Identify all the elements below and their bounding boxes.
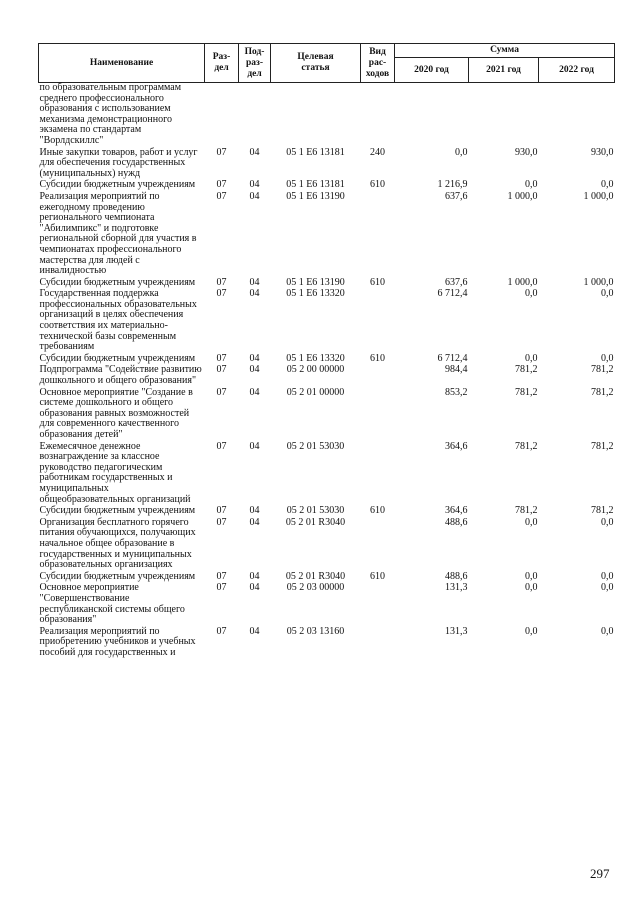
cell-y2020: 637,6 (445, 276, 468, 288)
cell-y2020: 1 216,9 (437, 179, 468, 191)
cell-podrazdel: 04 (249, 386, 260, 398)
cell-name: по образовательным программам среднего профессионального образования с использованием механизма демонстрационного экзамена по стандартам "Ворлдскиллс" (39, 82, 182, 146)
cell-y2021: 0,0 (525, 352, 538, 364)
cell-y2020: 488,6 (445, 516, 468, 528)
cell-name: Реализация мероприятий по ежегодному проведению регионального чемпионата "Абилимпикс" и подготовке региональной сборной для участия в чемпионатах профессионального мастерства для людей с инвалидностью (39, 190, 197, 277)
table-row (39, 365, 615, 387)
cell-y2020 (395, 83, 469, 148)
cell-y2022: 1 000,0 (583, 276, 614, 288)
cell-y2022: 781,2 (591, 364, 614, 376)
cell-target: 05 2 01 00000 (286, 386, 345, 398)
table-row (39, 388, 615, 442)
cell-name: Основное мероприятие "Совершенствование республиканской системы общего образования" (39, 582, 185, 626)
cell-razdel: 07 (216, 364, 227, 376)
cell-target: 05 1 E6 13190 (286, 190, 345, 202)
cell-y2021: 781,2 (515, 505, 538, 517)
cell-y2021: 0,0 (525, 179, 538, 191)
cell-podrazdel: 04 (249, 570, 260, 582)
cell-y2022: 1 000,0 (583, 190, 614, 202)
cell-y2021: 781,2 (515, 364, 538, 376)
cell-podrazdel: 04 (249, 288, 260, 300)
cell-razdel: 07 (216, 179, 227, 191)
cell-y2020: 131,3 (445, 625, 468, 637)
table-row (39, 289, 615, 354)
cell-name: Иные закупки товаров, работ и услуг для обеспечения государственных (муниципальных) нужд (39, 146, 198, 179)
cell-y2020: 6 712,4 (437, 352, 468, 364)
cell-y2022: 781,2 (591, 386, 614, 398)
cell-vid (361, 192, 395, 278)
cell-podrazdel: 04 (249, 364, 260, 376)
cell-podrazdel: 04 (249, 146, 260, 158)
cell-razdel (205, 83, 239, 148)
cell-target: 05 1 E6 13181 (286, 179, 345, 191)
cell-y2020: 637,6 (445, 190, 468, 202)
cell-y2022: 781,2 (591, 505, 614, 517)
cell-y2020: 853,2 (445, 386, 468, 398)
cell-target: 05 2 03 00000 (286, 582, 345, 594)
cell-y2021: 1 000,0 (507, 276, 538, 288)
cell-y2022: 0,0 (601, 516, 614, 528)
cell-vid (361, 289, 395, 354)
header-vid: Вид рас- ходов (361, 44, 395, 83)
cell-y2020: 364,6 (445, 505, 468, 517)
cell-target: 05 2 01 53030 (286, 505, 345, 517)
cell-y2022: 0,0 (601, 288, 614, 300)
cell-target: 05 1 E6 13181 (286, 146, 345, 158)
cell-razdel: 07 (216, 386, 227, 398)
header-2020: 2020 год (395, 58, 469, 83)
page-number: 297 (590, 866, 610, 881)
cell-razdel: 07 (216, 505, 227, 517)
cell-y2020: 984,4 (445, 364, 468, 376)
cell-vid: 240 (370, 146, 385, 158)
cell-vid (361, 365, 395, 387)
cell-vid: 610 (370, 570, 385, 582)
cell-y2022: 0,0 (601, 625, 614, 637)
table-row (39, 627, 615, 660)
header-name: Наименование (39, 44, 205, 83)
cell-target: 05 2 01 R3040 (285, 570, 346, 582)
cell-y2021 (469, 83, 539, 148)
cell-y2021: 0,0 (525, 625, 538, 637)
cell-name: Субсидии бюджетным учреждениям (39, 179, 196, 191)
header-2022: 2022 год (539, 58, 615, 83)
cell-podrazdel (239, 83, 271, 148)
header-target: Целевая статья (271, 44, 361, 83)
cell-vid: 610 (370, 276, 385, 288)
cell-podrazdel: 04 (249, 516, 260, 528)
cell-name: Субсидии бюджетным учреждениям (39, 352, 196, 364)
cell-y2022: 0,0 (601, 179, 614, 191)
cell-y2022: 0,0 (601, 352, 614, 364)
cell-podrazdel: 04 (249, 582, 260, 594)
cell-y2021: 0,0 (525, 516, 538, 528)
cell-y2020: 6 712,4 (437, 288, 468, 300)
cell-vid (361, 388, 395, 442)
table-row (39, 83, 615, 148)
cell-podrazdel: 04 (249, 179, 260, 191)
cell-podrazdel: 04 (249, 190, 260, 202)
cell-target: 05 1 E6 13320 (286, 352, 345, 364)
cell-podrazdel: 04 (249, 505, 260, 517)
cell-podrazdel: 04 (249, 276, 260, 288)
cell-target: 05 2 01 R3040 (285, 516, 346, 528)
header-sum: Сумма (395, 44, 615, 58)
cell-name: Основное мероприятие "Создание в системе дошкольного и общего образования равных возможностей для современного качественного образования детей" (39, 386, 193, 440)
header-row (39, 44, 615, 58)
cell-razdel: 07 (216, 276, 227, 288)
table-row (39, 192, 615, 278)
cell-name: Организация бесплатного горячего питания обучающихся, получающих начальное общее образование в государственных и муниципальных образовательных организациях (39, 516, 196, 571)
cell-vid (361, 442, 395, 507)
cell-target: 05 2 00 00000 (286, 364, 345, 376)
cell-vid: 610 (370, 505, 385, 517)
cell-y2020: 131,3 (445, 582, 468, 594)
cell-y2022: 930,0 (591, 146, 614, 158)
cell-podrazdel: 04 (249, 625, 260, 637)
cell-razdel: 07 (216, 146, 227, 158)
cell-vid (361, 518, 395, 572)
cell-y2022: 0,0 (601, 570, 614, 582)
table-row (39, 148, 615, 181)
cell-razdel: 07 (216, 570, 227, 582)
cell-name: Реализация мероприятий по приобретению учебников и учебных пособий для государственных и (39, 625, 196, 658)
cell-y2022: 781,2 (591, 440, 614, 452)
cell-razdel: 07 (216, 582, 227, 594)
cell-name: Субсидии бюджетным учреждениям (39, 570, 196, 582)
cell-y2021: 781,2 (515, 386, 538, 398)
cell-name: Ежемесячное денежное вознаграждение за классное руководство педагогическим работникам государственных и муниципальных общеобразовательных организаций (39, 440, 191, 505)
cell-target: 05 2 01 53030 (286, 440, 345, 452)
cell-y2020: 364,6 (445, 440, 468, 452)
cell-vid (361, 583, 395, 626)
table-row (39, 442, 615, 507)
table-row (39, 506, 615, 518)
table-body (39, 83, 615, 660)
cell-podrazdel: 04 (249, 352, 260, 364)
cell-y2022: 0,0 (601, 582, 614, 594)
cell-name: Субсидии бюджетным учреждениям (39, 276, 196, 288)
cell-name: Государственная поддержка профессиональных образовательных организаций в целях обеспечения соответствия их материально-технической базы современным требованиям (39, 288, 197, 353)
cell-razdel: 07 (216, 288, 227, 300)
table-row (39, 518, 615, 572)
cell-y2021: 781,2 (515, 440, 538, 452)
table-row (39, 583, 615, 626)
cell-podrazdel: 04 (249, 440, 260, 452)
cell-vid: 610 (370, 352, 385, 364)
header-2021: 2021 год (469, 58, 539, 83)
cell-y2020: 488,6 (445, 570, 468, 582)
cell-target (271, 83, 361, 148)
cell-y2021: 0,0 (525, 570, 538, 582)
cell-razdel: 07 (216, 625, 227, 637)
cell-razdel: 07 (216, 352, 227, 364)
cell-y2021: 0,0 (525, 288, 538, 300)
cell-vid (361, 83, 395, 148)
cell-razdel: 07 (216, 190, 227, 202)
cell-name: Подпрограмма "Содействие развитию дошкольного и общего образования" (39, 364, 202, 387)
cell-target: 05 2 03 13160 (286, 625, 345, 637)
cell-target: 05 1 E6 13320 (286, 288, 345, 300)
header-razdel: Раз- дел (205, 44, 239, 83)
cell-y2021: 1 000,0 (507, 190, 538, 202)
cell-y2021: 930,0 (515, 146, 538, 158)
header-podrazdel: Под- раз- дел (239, 44, 271, 83)
cell-razdel: 07 (216, 440, 227, 452)
cell-target: 05 1 E6 13190 (286, 276, 345, 288)
cell-razdel: 07 (216, 516, 227, 528)
budget-table (38, 43, 615, 659)
cell-name: Субсидии бюджетным учреждениям (39, 505, 196, 517)
cell-vid (361, 627, 395, 660)
cell-y2022 (539, 83, 615, 148)
cell-vid: 610 (370, 179, 385, 191)
cell-y2020: 0,0 (455, 146, 468, 158)
cell-y2021: 0,0 (525, 582, 538, 594)
